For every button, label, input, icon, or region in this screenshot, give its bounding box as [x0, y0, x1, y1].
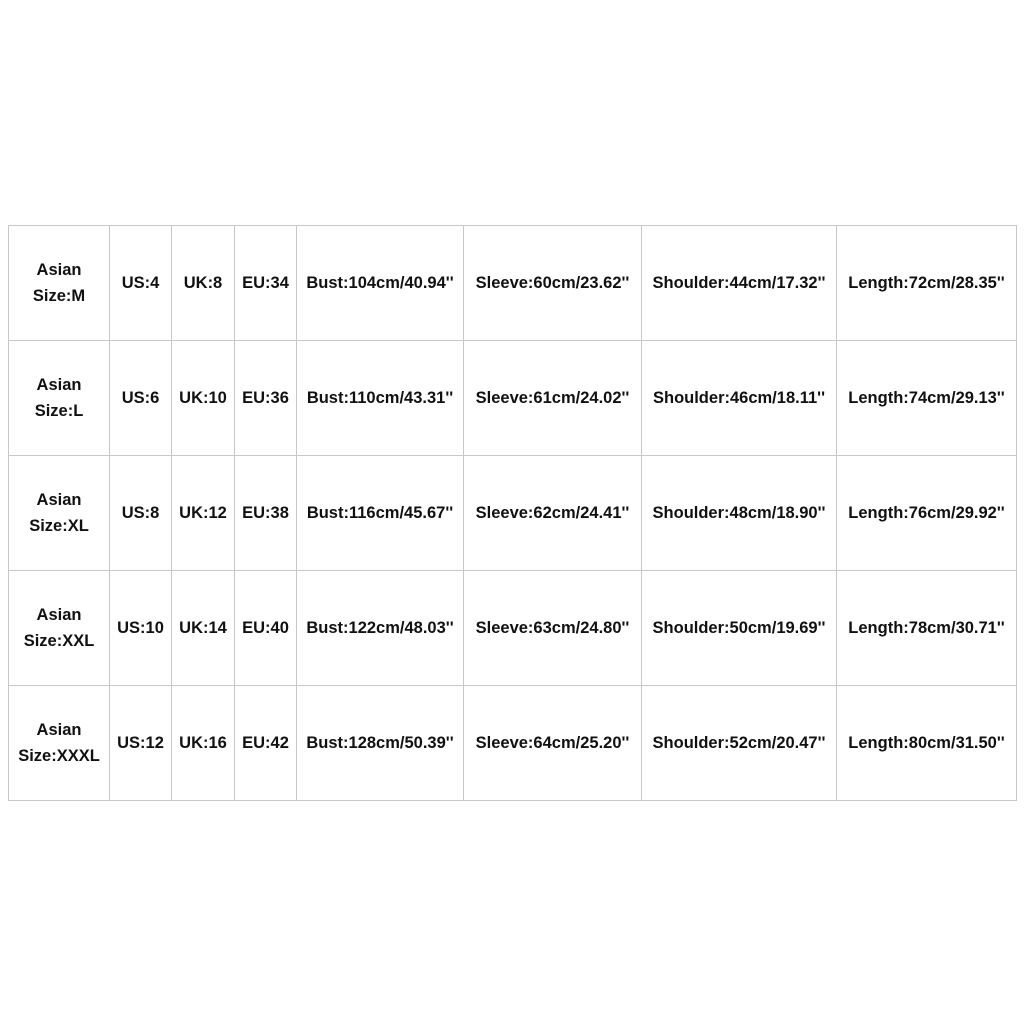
length-cell: Length:78cm/30.71'' — [837, 571, 1017, 686]
eu-size-cell: EU:38 — [235, 456, 297, 571]
eu-size-cell: EU:42 — [235, 686, 297, 801]
table-row — [9, 456, 1017, 571]
shoulder-cell: Shoulder:46cm/18.11'' — [642, 341, 837, 456]
table-row — [9, 571, 1017, 686]
bust-cell: Bust:122cm/48.03'' — [297, 571, 464, 686]
uk-size-cell: UK:8 — [172, 226, 235, 341]
size-region-label: Asian — [36, 721, 82, 739]
size-label: Size:M — [32, 287, 86, 305]
size-label: Size:L — [34, 402, 84, 420]
size-region-label: Asian — [36, 261, 82, 279]
size-label: Size:XXL — [23, 632, 95, 650]
eu-size-cell: EU:36 — [235, 341, 297, 456]
size-cell — [9, 571, 110, 686]
table-row — [9, 226, 1017, 341]
size-cell — [9, 456, 110, 571]
bust-cell: Bust:128cm/50.39'' — [297, 686, 464, 801]
shoulder-cell: Shoulder:52cm/20.47'' — [642, 686, 837, 801]
length-cell: Length:80cm/31.50'' — [837, 686, 1017, 801]
size-region-label: Asian — [36, 606, 82, 624]
size-region-label: Asian — [36, 491, 82, 509]
uk-size-cell: UK:10 — [172, 341, 235, 456]
shoulder-cell: Shoulder:48cm/18.90'' — [642, 456, 837, 571]
sleeve-cell: Sleeve:62cm/24.41'' — [464, 456, 642, 571]
us-size-cell: US:10 — [110, 571, 172, 686]
bust-cell: Bust:104cm/40.94'' — [297, 226, 464, 341]
size-cell — [9, 686, 110, 801]
sleeve-cell: Sleeve:64cm/25.20'' — [464, 686, 642, 801]
us-size-cell: US:6 — [110, 341, 172, 456]
size-region-label: Asian — [36, 376, 82, 394]
bust-cell: Bust:110cm/43.31'' — [297, 341, 464, 456]
table-row — [9, 686, 1017, 801]
bust-cell: Bust:116cm/45.67'' — [297, 456, 464, 571]
size-label: Size:XXXL — [18, 747, 100, 765]
uk-size-cell: UK:12 — [172, 456, 235, 571]
shoulder-cell: Shoulder:44cm/17.32'' — [642, 226, 837, 341]
size-cell — [9, 341, 110, 456]
eu-size-cell: EU:40 — [235, 571, 297, 686]
length-cell: Length:76cm/29.92'' — [837, 456, 1017, 571]
table-row — [9, 341, 1017, 456]
us-size-cell: US:8 — [110, 456, 172, 571]
size-cell — [9, 226, 110, 341]
sleeve-cell: Sleeve:61cm/24.02'' — [464, 341, 642, 456]
shoulder-cell: Shoulder:50cm/19.69'' — [642, 571, 837, 686]
size-chart-table — [8, 225, 1017, 801]
eu-size-cell: EU:34 — [235, 226, 297, 341]
uk-size-cell: UK:16 — [172, 686, 235, 801]
length-cell: Length:72cm/28.35'' — [837, 226, 1017, 341]
uk-size-cell: UK:14 — [172, 571, 235, 686]
size-label: Size:XL — [29, 517, 89, 535]
sleeve-cell: Sleeve:60cm/23.62'' — [464, 226, 642, 341]
us-size-cell: US:12 — [110, 686, 172, 801]
sleeve-cell: Sleeve:63cm/24.80'' — [464, 571, 642, 686]
length-cell: Length:74cm/29.13'' — [837, 341, 1017, 456]
us-size-cell: US:4 — [110, 226, 172, 341]
